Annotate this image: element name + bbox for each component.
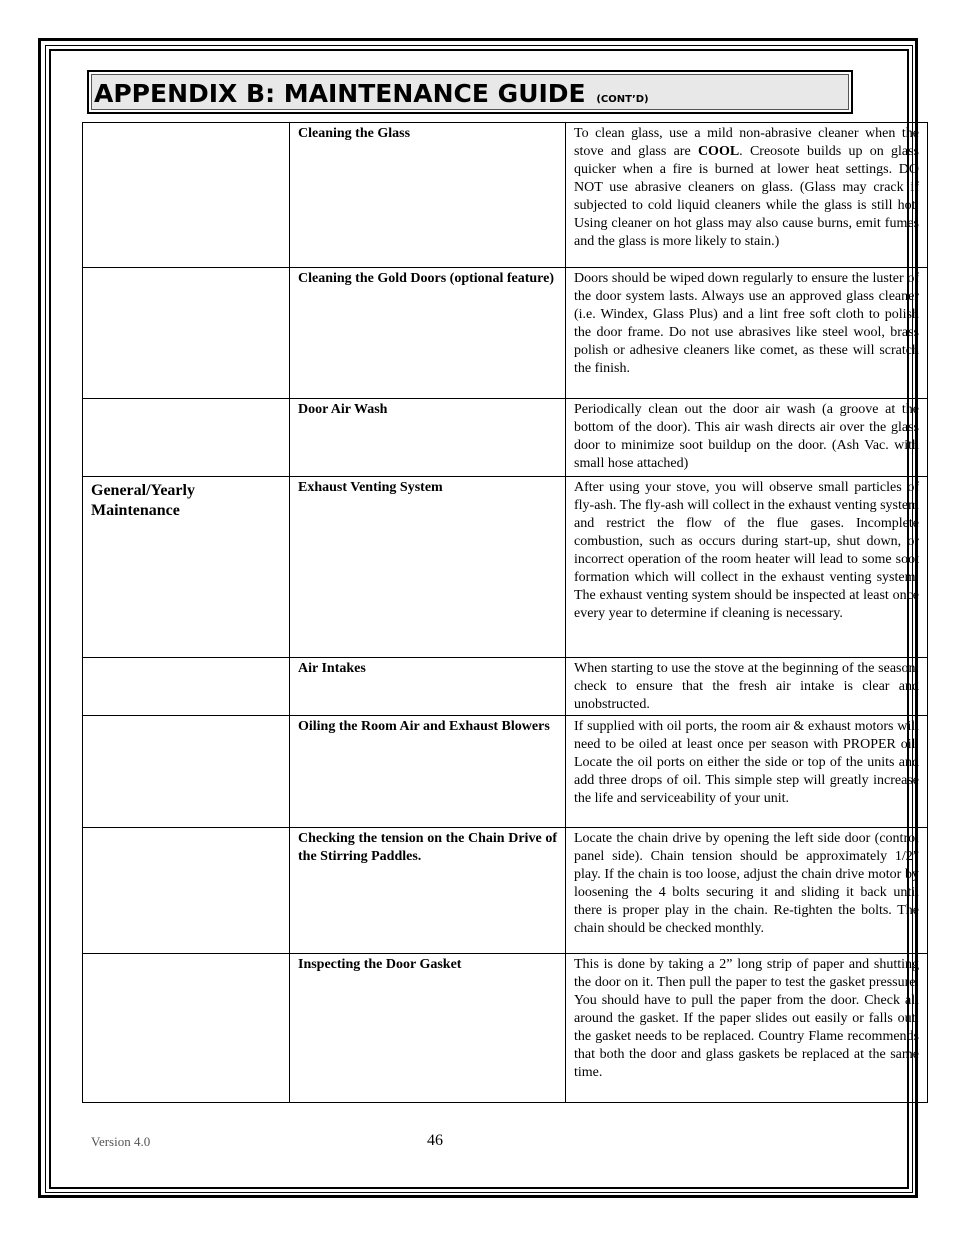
description-cell — [566, 268, 928, 399]
category-label — [91, 401, 281, 403]
category-cell — [83, 123, 290, 268]
task-cell — [290, 716, 566, 828]
category-cell — [83, 268, 290, 399]
version-label: Version 4.0 — [91, 1134, 151, 1149]
task-label: Checking the tension on the Chain Drive of the Stirring Paddles. — [298, 831, 557, 864]
task-cell — [290, 399, 566, 477]
task-cell — [290, 268, 566, 399]
description-text: Periodically clean out the door air wash (a groove at the bottom of the door). This air wash directs air over the glass door to minimize soot buildup on the door. (Ash Vac. with small hose attached) — [574, 402, 919, 471]
table-row — [83, 828, 928, 954]
description-cell — [566, 716, 928, 828]
table-row — [83, 716, 928, 828]
table-row — [83, 123, 928, 268]
category-label — [91, 718, 281, 720]
description-text: This is done by taking a 2” long strip of paper and shutting the door on it. Then pull the paper to test the gasket pressure. You should have to pull the paper from the door. Check all around the gasket. If the paper slides out easily or falls out, the gasket needs to be replaced. Country Flame recommends that both the door and glass gaskets be replaced at the same time. — [574, 957, 919, 1080]
description-text-part: . Creosote builds up on glass quicker when a fire is burned at lower heat settings. DO NOT use abrasive cleaners on glass. (Glass may crack if subjected to cold liquid cleaners while the glass is still hot. Using cleaner on hot glass may also cause burns, emit fumes and the glass is more likely to stain.) — [574, 144, 920, 249]
description-emphasis: COOL — [697, 144, 740, 159]
task-label: Oiling the Room Air and Exhaust Blowers — [298, 719, 550, 734]
category-label — [91, 270, 281, 272]
task-label: Cleaning the Glass — [298, 126, 411, 141]
page-title-text: APPENDIX B: MAINTENANCE GUIDE — [94, 79, 586, 108]
task-label: Inspecting the Door Gasket — [298, 957, 462, 972]
task-label: Exhaust Venting System — [298, 480, 443, 495]
description-cell — [566, 658, 928, 716]
description-text: After using your stove, you will observe small particles of fly-ash. The fly-ash will collect in the exhaust venting system and restrict the flow of the flue gases. Incomplete combustion, such as occurs during start-up, shut down, or incorrect operation of the room heater will lead to some soot formation which will collect in the exhaust venting system. The exhaust venting system should be inspected at least once every year to determine if cleaning is necessary. — [574, 480, 919, 621]
task-label: Door Air Wash — [298, 402, 388, 417]
description-cell — [566, 123, 928, 268]
task-cell — [290, 828, 566, 954]
task-cell — [290, 123, 566, 268]
table-row — [83, 477, 928, 658]
category-cell — [83, 716, 290, 828]
task-cell — [290, 658, 566, 716]
category-label: General/Yearly Maintenance — [91, 482, 195, 519]
category-label — [91, 956, 281, 958]
page-title — [94, 79, 649, 115]
title-banner — [87, 70, 853, 114]
table-row — [83, 658, 928, 716]
description-text: When starting to use the stove at the beginning of the season, check to ensure that the fresh air intake is clear and unobstructed. — [574, 661, 919, 712]
category-cell — [83, 828, 290, 954]
task-label: Cleaning the Gold Doors (optional feature) — [298, 271, 555, 286]
description-text-part: To clean glass, use a mild non-abrasive cleaner when the stove and glass are — [574, 126, 919, 159]
description-text — [574, 125, 919, 251]
description-text: Locate the chain drive by opening the left side door (control panel side). Chain tension should be approximately 1/2” play. If the chain is too loose, adjust the chain drive motor by loosening the 4 bolts securing it and sliding it back until there is proper play in the chain. Re-tighten the bolts. The chain should be checked monthly. — [574, 831, 919, 936]
task-cell — [290, 954, 566, 1103]
maintenance-table — [82, 122, 928, 1103]
category-cell — [83, 477, 290, 658]
category-cell — [83, 658, 290, 716]
description-cell — [566, 954, 928, 1103]
description-cell — [566, 828, 928, 954]
table-row — [83, 954, 928, 1103]
page-title-suffix: (CONT’D) — [596, 94, 649, 105]
category-label — [91, 830, 281, 832]
description-text: If supplied with oil ports, the room air & exhaust motors will need to be oiled at least once per season with PROPER oil. Locate the oil ports on either the side or top of the units and add three drops of oil. This simple step will greatly increase the life and serviceability of your unit. — [574, 719, 919, 806]
table-row — [83, 268, 928, 399]
description-cell — [566, 477, 928, 658]
description-cell — [566, 399, 928, 477]
page-number: 46 — [427, 1132, 443, 1149]
task-cell — [290, 477, 566, 658]
task-label: Air Intakes — [298, 661, 366, 676]
category-label — [91, 125, 281, 127]
category-label — [91, 660, 281, 662]
table-row — [83, 399, 928, 477]
category-cell — [83, 954, 290, 1103]
description-text: Doors should be wiped down regularly to ensure the luster of the door system lasts. Always use an approved glass cleaner (i.e. Windex, Glass Plus) and a lint free soft cloth to polish the door frame. Do not use abrasives like steel wool, brass polish or adhesive cleaners like comet, as these will scratch the finish. — [574, 271, 919, 376]
category-cell — [83, 399, 290, 477]
